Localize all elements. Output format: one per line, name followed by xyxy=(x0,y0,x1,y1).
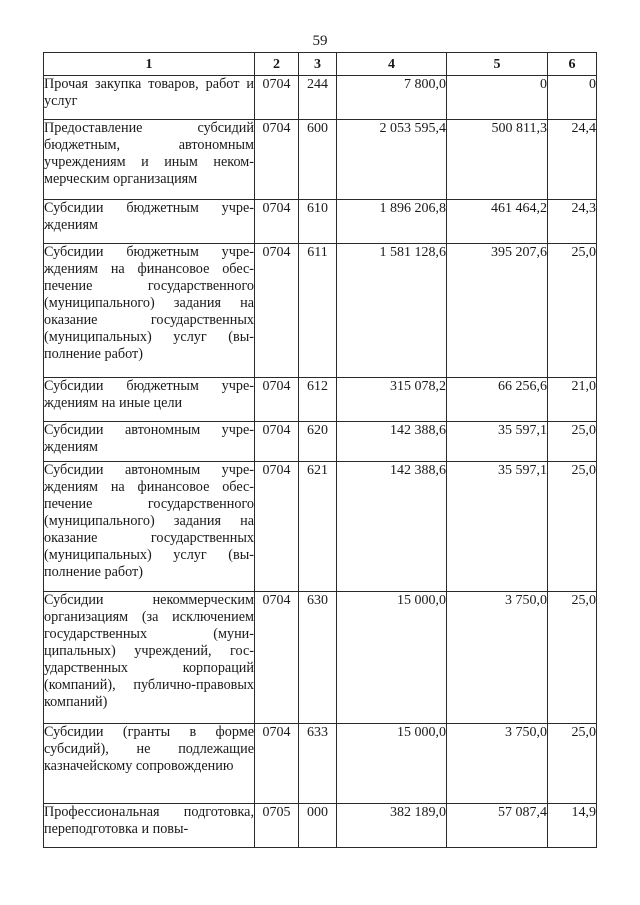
table-row xyxy=(44,76,597,120)
expense-type-code: 612 xyxy=(299,378,337,422)
column-header: 4 xyxy=(337,53,447,76)
planned-amount: 15 000,0 xyxy=(337,592,447,724)
planned-amount: 7 800,0 xyxy=(337,76,447,120)
section-code: 0704 xyxy=(255,724,299,804)
execution-percent: 25,0 xyxy=(548,462,597,592)
row-name: Субсидии автономным учреждениям на финансовое обеспечение государственного (муниципального) задания на оказание государственных (муниципальных) услуг (выполнение работ) xyxy=(44,462,255,592)
row-name: Предоставление субсидий бюджетным, автономным учреждениям и иным некоммерческим организациям xyxy=(44,120,255,200)
row-name: Субсидии (гранты в форме субсидий), не подлежащие казначейскому сопровождению xyxy=(44,724,255,804)
budget-table xyxy=(43,52,597,848)
column-header: 5 xyxy=(447,53,548,76)
expense-type-code: 611 xyxy=(299,244,337,378)
execution-percent: 25,0 xyxy=(548,422,597,462)
actual-amount: 500 811,3 xyxy=(447,120,548,200)
table-row xyxy=(44,422,597,462)
section-code: 0704 xyxy=(255,244,299,378)
execution-percent: 0 xyxy=(548,76,597,120)
execution-percent: 21,0 xyxy=(548,378,597,422)
table-row xyxy=(44,724,597,804)
section-code: 0704 xyxy=(255,200,299,244)
execution-percent: 24,4 xyxy=(548,120,597,200)
row-name: Профессиональная подготовка, переподготовка и повы- xyxy=(44,804,255,848)
table-row xyxy=(44,378,597,422)
expense-type-code: 630 xyxy=(299,592,337,724)
execution-percent: 25,0 xyxy=(548,592,597,724)
column-header: 6 xyxy=(548,53,597,76)
execution-percent: 25,0 xyxy=(548,244,597,378)
expense-type-code: 633 xyxy=(299,724,337,804)
expense-type-code: 000 xyxy=(299,804,337,848)
column-header: 2 xyxy=(255,53,299,76)
expense-type-code: 610 xyxy=(299,200,337,244)
section-code: 0704 xyxy=(255,422,299,462)
actual-amount: 66 256,6 xyxy=(447,378,548,422)
planned-amount: 1 581 128,6 xyxy=(337,244,447,378)
row-name: Субсидии бюджетным учреждениям xyxy=(44,200,255,244)
section-code: 0704 xyxy=(255,120,299,200)
expense-type-code: 620 xyxy=(299,422,337,462)
table-row xyxy=(44,462,597,592)
table-row xyxy=(44,804,597,848)
section-code: 0704 xyxy=(255,462,299,592)
planned-amount: 382 189,0 xyxy=(337,804,447,848)
execution-percent: 25,0 xyxy=(548,724,597,804)
row-name: Субсидии бюджетным учреждениям на иные цели xyxy=(44,378,255,422)
planned-amount: 1 896 206,8 xyxy=(337,200,447,244)
execution-percent: 24,3 xyxy=(548,200,597,244)
page-number: 59 xyxy=(312,33,328,49)
row-name: Прочая закупка товаров, работ и услуг xyxy=(44,76,255,120)
actual-amount: 461 464,2 xyxy=(447,200,548,244)
row-name: Субсидии автономным учреждениям xyxy=(44,422,255,462)
planned-amount: 2 053 595,4 xyxy=(337,120,447,200)
execution-percent: 14,9 xyxy=(548,804,597,848)
actual-amount: 35 597,1 xyxy=(447,462,548,592)
row-name: Субсидии бюджетным учреждениям на финансовое обеспечение государственного (муниципального) задания на оказание государственных (муниципальных) услуг (выполнение работ) xyxy=(44,244,255,378)
expense-type-code: 621 xyxy=(299,462,337,592)
planned-amount: 315 078,2 xyxy=(337,378,447,422)
actual-amount: 57 087,4 xyxy=(447,804,548,848)
table-row xyxy=(44,120,597,200)
section-code: 0704 xyxy=(255,592,299,724)
row-name: Субсидии некоммерческим организациям (за исключением государственных (муниципальных) учреждений, государственных корпораций (компаний), публично-правовых компаний) xyxy=(44,592,255,724)
column-header: 3 xyxy=(299,53,337,76)
expense-type-code: 600 xyxy=(299,120,337,200)
table-row xyxy=(44,592,597,724)
actual-amount: 35 597,1 xyxy=(447,422,548,462)
planned-amount: 142 388,6 xyxy=(337,422,447,462)
table-header-row xyxy=(44,53,597,76)
table-row xyxy=(44,200,597,244)
section-code: 0704 xyxy=(255,76,299,120)
section-code: 0704 xyxy=(255,378,299,422)
planned-amount: 142 388,6 xyxy=(337,462,447,592)
expense-type-code: 244 xyxy=(299,76,337,120)
actual-amount: 0 xyxy=(447,76,548,120)
planned-amount: 15 000,0 xyxy=(337,724,447,804)
actual-amount: 395 207,6 xyxy=(447,244,548,378)
section-code: 0705 xyxy=(255,804,299,848)
column-header: 1 xyxy=(44,53,255,76)
actual-amount: 3 750,0 xyxy=(447,592,548,724)
table-row xyxy=(44,244,597,378)
actual-amount: 3 750,0 xyxy=(447,724,548,804)
